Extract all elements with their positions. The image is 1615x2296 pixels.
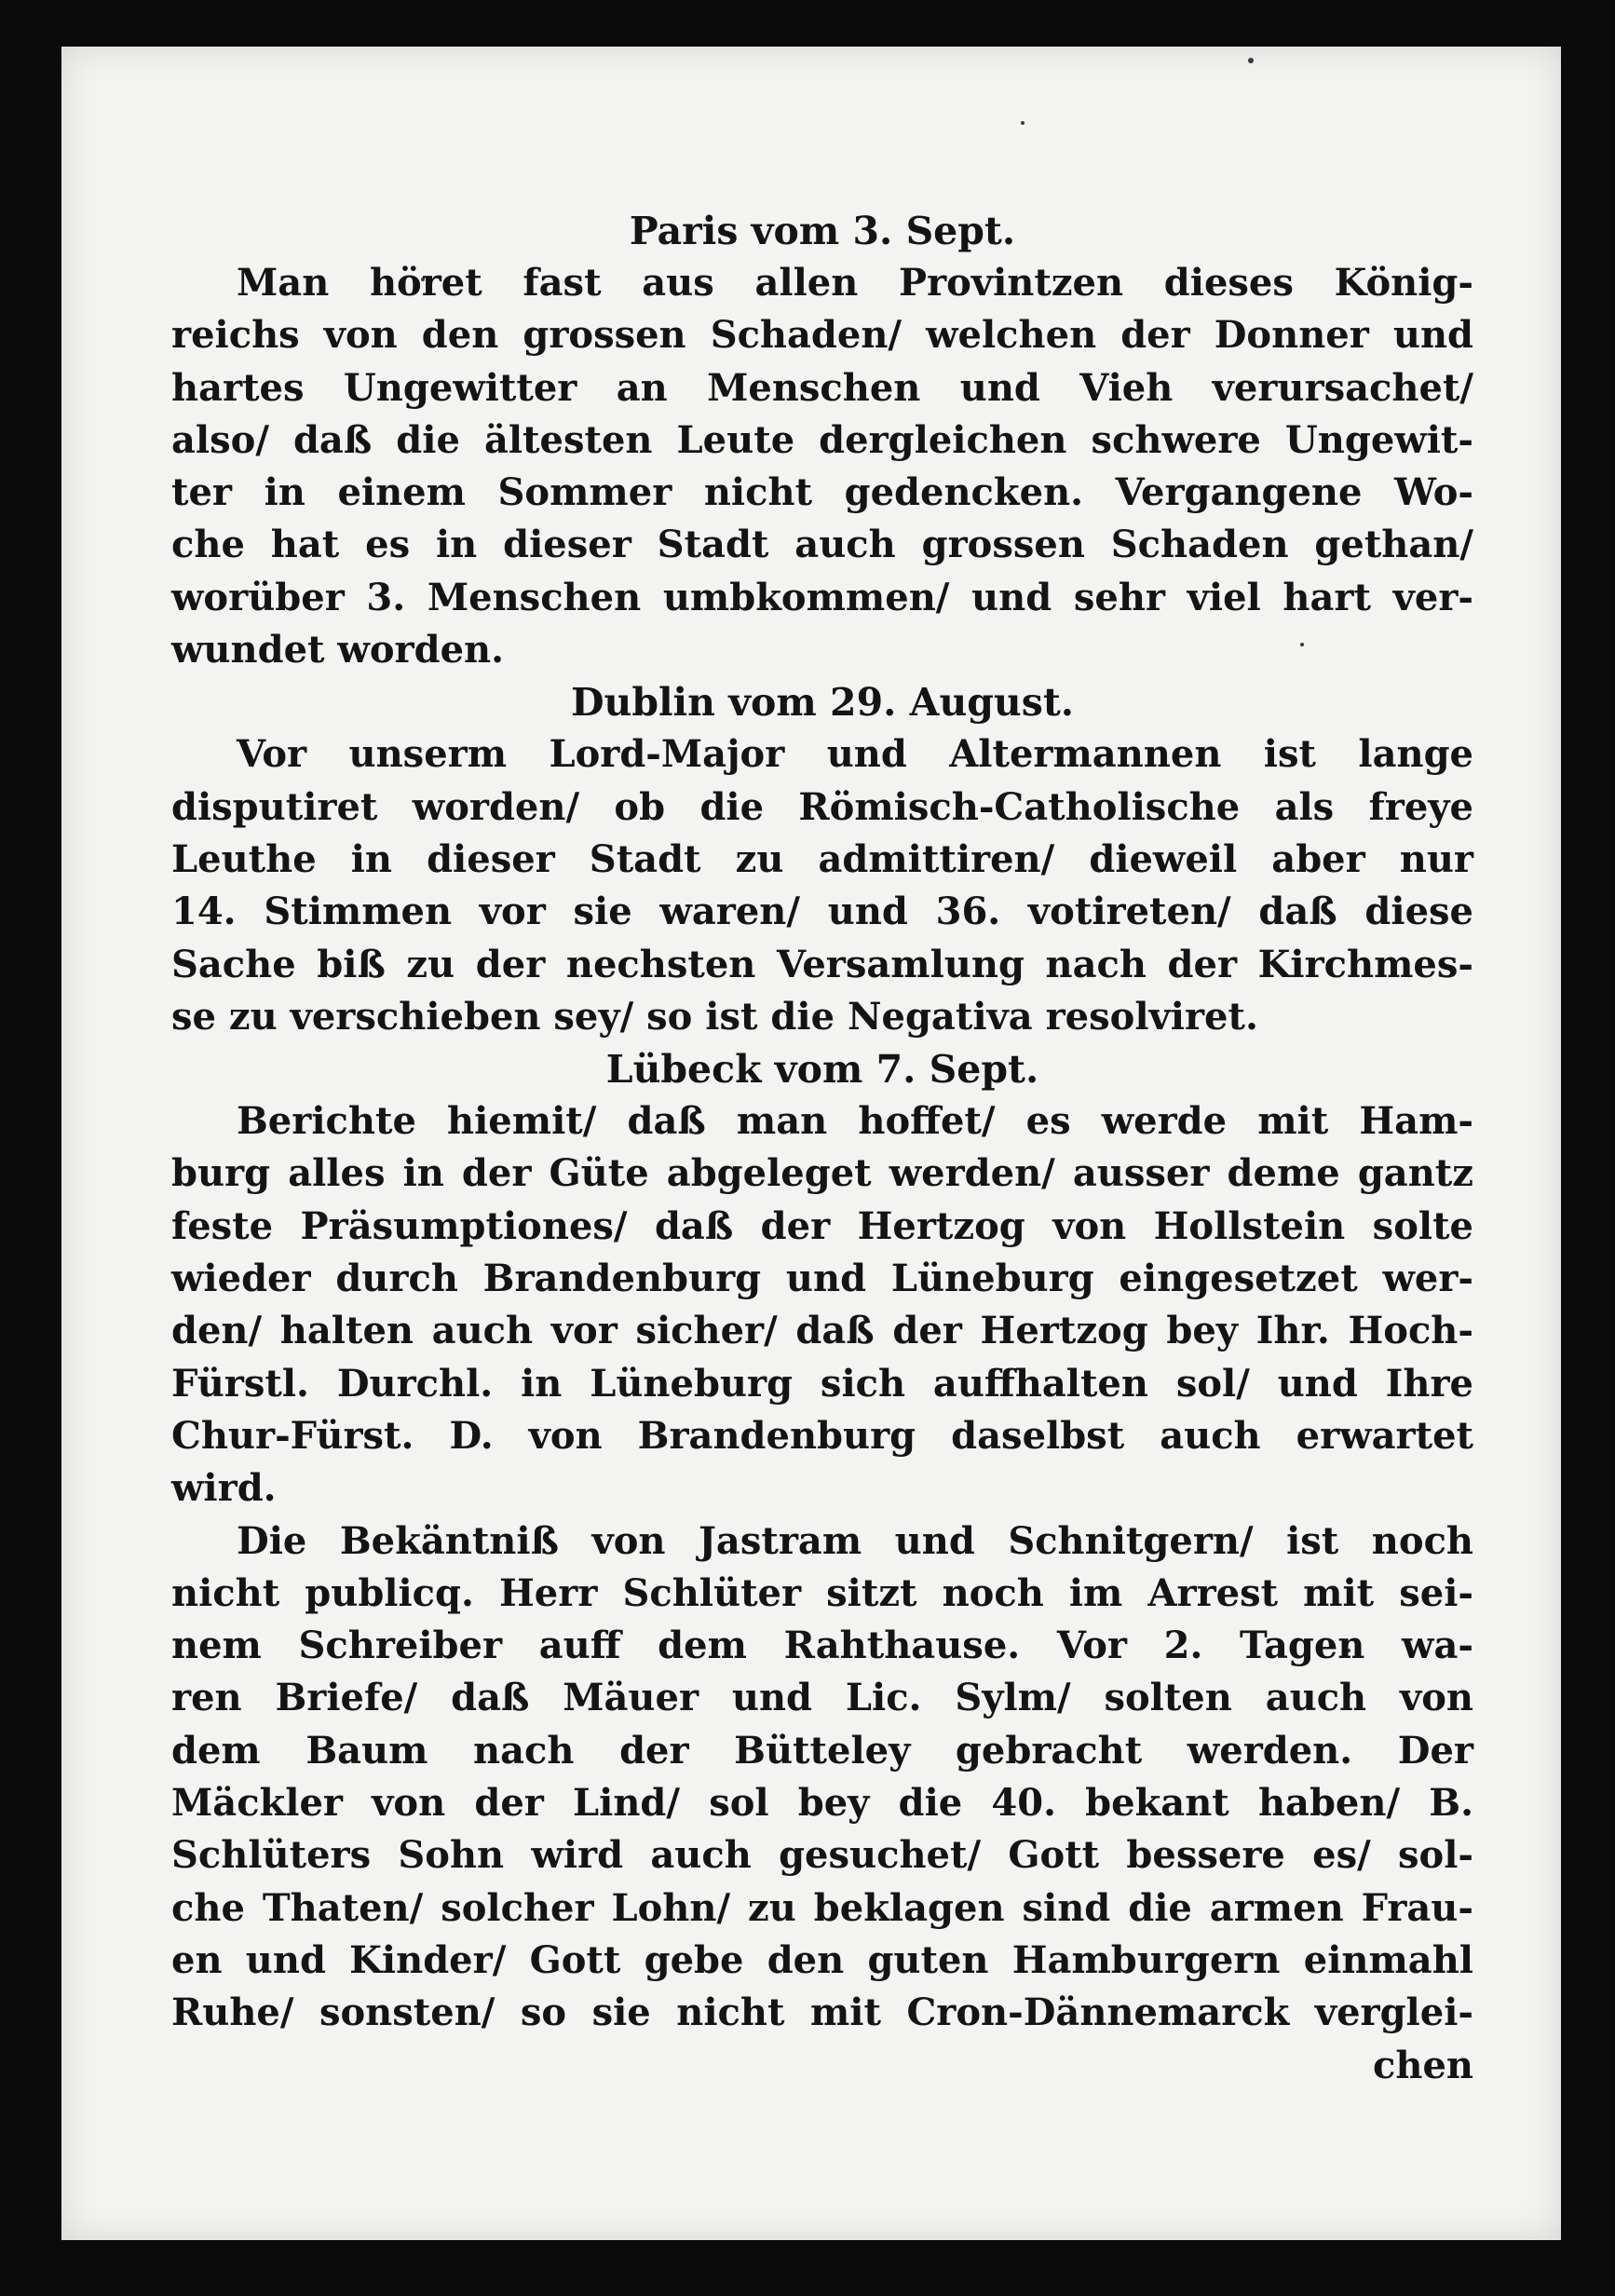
text-line: Sache biß zu der nechsten Versamlung nach der Kirchmes- [171, 942, 1473, 986]
section-heading-dublin: Dublin vom 29. August. [570, 680, 1075, 726]
text-line: feste Präsumptiones/ daß der Hertzog von Hollstein solte [171, 1203, 1473, 1248]
text-line: Chur-Fürst. D. von Brandenburg daselbst auch erwartet [171, 1413, 1473, 1458]
text-line: Schlüters Sohn wird auch gesuchet/ Gott bessere es/ sol- [171, 1833, 1473, 1878]
text-line: wird. [171, 1466, 277, 1511]
ink-speck [1021, 121, 1025, 125]
text-line: Berichte hiemit/ daß man hoffet/ es werde mit Ham- [237, 1099, 1473, 1144]
text-line: che hat es in dieser Stadt auch grossen Schaden gethan/ [171, 523, 1473, 567]
section-heading-paris: Paris vom 3. Sept. [629, 209, 1016, 253]
text-line: ter in einem Sommer nicht gedencken. Vergangene Wo- [171, 470, 1473, 515]
text-line: also/ daß die ältesten Leute dergleichen schwere Ungewit- [171, 417, 1473, 462]
text-line: wundet worden. [171, 628, 505, 672]
text-line: nicht publicq. Herr Schlüter sitzt noch im Arrest mit sei- [171, 1570, 1473, 1615]
text-line: wieder durch Brandenburg und Lüneburg eingesetzet wer- [171, 1257, 1473, 1301]
article-text [171, 205, 1473, 2092]
text-line: en und Kinder/ Gott gebe den guten Hamburgern einmahl [171, 1937, 1473, 1982]
text-line: reichs von den grossen Schaden/ welchen der Donner und [171, 313, 1473, 358]
text-line: Vor unserm Lord-Major und Altermannen ist lange [237, 732, 1473, 777]
text-line: hartes Ungewitter an Menschen und Vieh verursachet/ [171, 365, 1473, 410]
text-line: che Thaten/ solcher Lohn/ zu beklagen sind die armen Frau- [171, 1885, 1473, 1930]
text-line: se zu verschieben sey/ so ist die Negativa resolviret. [171, 994, 1258, 1039]
text-line: disputiret worden/ ob die Römisch-Catholische als freye [171, 784, 1473, 829]
text-line: burg alles in der Güte abgeleget werden/ ausser deme gantz [171, 1151, 1473, 1196]
ink-speck [1248, 58, 1254, 63]
text-line: Ruhe/ sonsten/ so sie nicht mit Cron-Dännemarck verglei- [171, 1990, 1473, 2035]
newspaper-page [61, 47, 1561, 2240]
text-line: ren Briefe/ daß Mäuer und Lic. Sylm/ solten auch von [171, 1676, 1473, 1720]
text-line: den/ halten auch vor sicher/ daß der Hertzog bey Ihr. Hoch- [171, 1309, 1473, 1353]
text-line: Leuthe in dieser Stadt zu admittiren/ dieweil aber nur [171, 836, 1473, 881]
text-line: Fürstl. Durchl. in Lüneburg sich auffhalten sol/ und Ihre [171, 1361, 1473, 1406]
catchword: chen [1373, 2043, 1473, 2087]
text-line: nem Schreiber auff dem Rahthause. Vor 2. Tagen wa- [171, 1624, 1473, 1668]
text-line: Man höret fast aus allen Provintzen dieses König- [237, 261, 1473, 305]
text-line: dem Baum nach der Bütteley gebracht werden. Der [171, 1728, 1473, 1773]
text-line: worüber 3. Menschen umbkommen/ und sehr viel hart ver- [171, 575, 1473, 619]
text-line: 14. Stimmen vor sie waren/ und 36. votireten/ daß diese [171, 890, 1473, 934]
section-heading-luebeck: Lübeck vom 7. Sept. [605, 1047, 1039, 1093]
text-line: Die Bekäntniß von Jastram und Schnitgern/ ist noch [237, 1518, 1473, 1563]
text-line: Mäckler von der Lind/ sol bey die 40. bekant haben/ B. [171, 1781, 1473, 1826]
